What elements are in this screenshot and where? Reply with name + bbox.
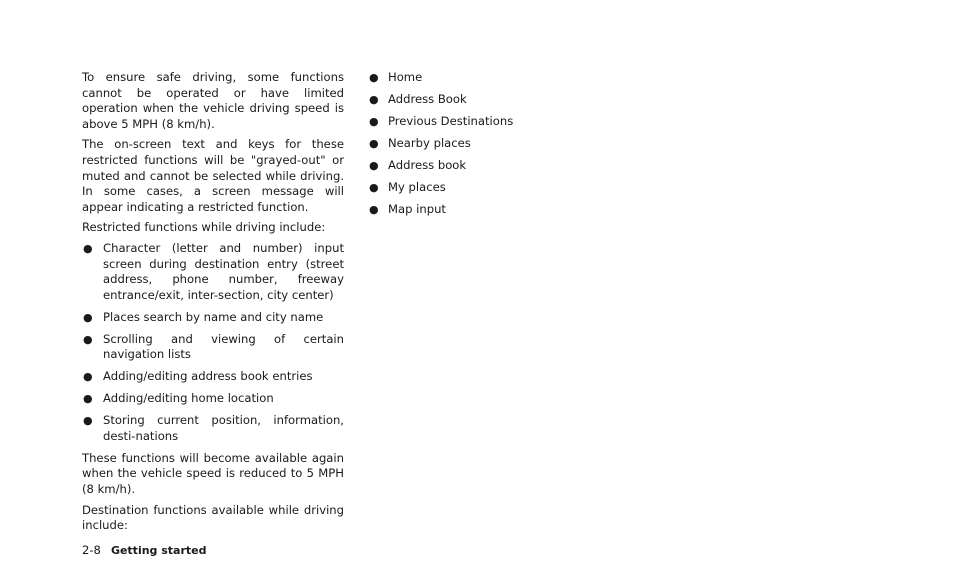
list-item: ● Scrolling and viewing of certain navigation lists bbox=[83, 331, 344, 362]
intro-paragraph-1: To ensure safe driving, some functions cannot be operated or have limited operation when the vehicle driving speed is above 5 MPH (8 km/h). bbox=[82, 70, 344, 131]
page-number: 2-8 bbox=[82, 543, 101, 557]
bullet-icon: ● bbox=[83, 414, 93, 428]
bullet-icon: ● bbox=[83, 392, 93, 406]
right-column bbox=[368, 70, 588, 224]
bullet-icon: ● bbox=[83, 310, 93, 324]
bullet-icon: ● bbox=[83, 332, 93, 346]
list-item: ● Adding/editing home location bbox=[83, 391, 274, 406]
section-title: Getting started bbox=[110, 544, 207, 557]
bullet-icon: ● bbox=[83, 241, 93, 255]
destination-functions-list bbox=[368, 70, 588, 218]
list-item: ● Address Book bbox=[369, 91, 467, 106]
list-item: ● Nearby places bbox=[369, 135, 471, 150]
list-item: ● Home bbox=[369, 70, 423, 84]
left-column bbox=[82, 70, 344, 539]
bullet-icon: ● bbox=[369, 158, 379, 172]
list-item: ● Storing current position, information, desti-nations bbox=[83, 413, 344, 443]
bullet-icon: ● bbox=[369, 114, 379, 128]
destination-functions-heading: Destination functions available while driving include: bbox=[82, 502, 344, 533]
bullet-icon: ● bbox=[369, 180, 379, 194]
bullet-icon: ● bbox=[369, 92, 379, 106]
list-item: ● Address book bbox=[369, 157, 467, 172]
list-item: ● My places bbox=[369, 179, 446, 194]
intro-paragraph-2: The on-screen text and keys for these restricted functions will be "grayed-out" or muted and cannot be selected while driving. In some cases, a screen message will appear indicating a restricted function. bbox=[82, 137, 344, 214]
list-item: ● Map input bbox=[369, 201, 446, 216]
page-footer bbox=[82, 543, 207, 558]
bullet-icon: ● bbox=[369, 202, 379, 216]
list-item: ● Previous Destinations bbox=[369, 113, 514, 128]
list-item: ● Character (letter and number) input screen during destination entry (street address, phone number, freeway entrance/exit, inter-section, city center) bbox=[83, 240, 344, 302]
bullet-icon: ● bbox=[83, 370, 93, 384]
list-item: ● Places search by name and city name bbox=[83, 309, 324, 324]
restricted-functions-list bbox=[82, 241, 344, 444]
bullet-icon: ● bbox=[369, 71, 379, 84]
list-item: ● Adding/editing address book entries bbox=[83, 369, 313, 384]
bullet-icon: ● bbox=[369, 136, 379, 150]
available-again-paragraph: These functions will become available again when the vehicle speed is reduced to 5 MPH (8 km/h). bbox=[82, 450, 344, 496]
restricted-functions-heading: Restricted functions while driving include: bbox=[82, 220, 326, 235]
